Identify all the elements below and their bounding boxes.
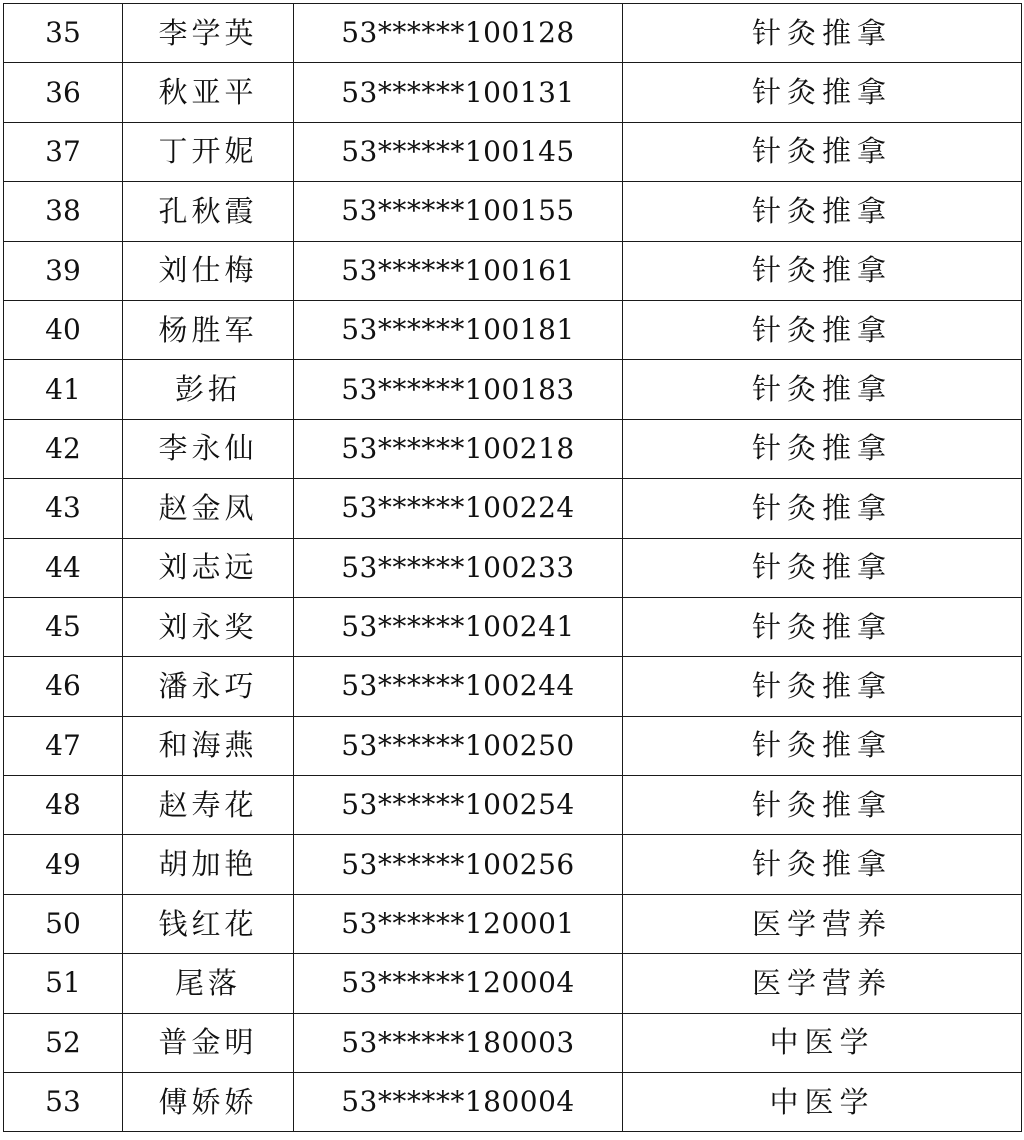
row-number: 46 xyxy=(4,657,123,716)
table-row xyxy=(4,419,1022,478)
major-name: 中医学 xyxy=(623,1073,1022,1132)
table-row xyxy=(4,182,1022,241)
major-name: 中医学 xyxy=(623,1013,1022,1072)
major-name: 针灸推拿 xyxy=(623,4,1022,63)
major-name: 针灸推拿 xyxy=(623,538,1022,597)
row-number: 38 xyxy=(4,182,123,241)
person-name: 胡加艳 xyxy=(123,835,294,894)
major-name: 针灸推拿 xyxy=(623,182,1022,241)
person-name: 傅娇娇 xyxy=(123,1073,294,1132)
major-name: 针灸推拿 xyxy=(623,479,1022,538)
id-number: 53******100233 xyxy=(294,538,623,597)
id-number: 53******100256 xyxy=(294,835,623,894)
person-name: 潘永巧 xyxy=(123,657,294,716)
row-number: 50 xyxy=(4,894,123,953)
row-number: 35 xyxy=(4,4,123,63)
table-row xyxy=(4,597,1022,656)
row-number: 49 xyxy=(4,835,123,894)
table-row xyxy=(4,4,1022,63)
row-number: 53 xyxy=(4,1073,123,1132)
row-number: 39 xyxy=(4,241,123,300)
table-row xyxy=(4,538,1022,597)
person-name: 尾落 xyxy=(123,954,294,1013)
id-number: 53******100244 xyxy=(294,657,623,716)
id-number: 53******120001 xyxy=(294,894,623,953)
major-name: 针灸推拿 xyxy=(623,657,1022,716)
person-name: 刘仕梅 xyxy=(123,241,294,300)
person-name: 刘永奖 xyxy=(123,597,294,656)
id-number: 53******100145 xyxy=(294,122,623,181)
row-number: 36 xyxy=(4,63,123,122)
id-number: 53******100224 xyxy=(294,479,623,538)
roster-table-body xyxy=(4,4,1022,1132)
person-name: 秋亚平 xyxy=(123,63,294,122)
id-number: 53******100181 xyxy=(294,300,623,359)
row-number: 42 xyxy=(4,419,123,478)
table-row xyxy=(4,300,1022,359)
table-row xyxy=(4,1073,1022,1132)
row-number: 45 xyxy=(4,597,123,656)
table-row xyxy=(4,122,1022,181)
id-number: 53******120004 xyxy=(294,954,623,1013)
major-name: 针灸推拿 xyxy=(623,300,1022,359)
id-number: 53******100155 xyxy=(294,182,623,241)
table-row xyxy=(4,835,1022,894)
id-number: 53******100250 xyxy=(294,716,623,775)
row-number: 37 xyxy=(4,122,123,181)
table-row xyxy=(4,479,1022,538)
person-name: 钱红花 xyxy=(123,894,294,953)
major-name: 针灸推拿 xyxy=(623,419,1022,478)
major-name: 针灸推拿 xyxy=(623,63,1022,122)
person-name: 杨胜军 xyxy=(123,300,294,359)
table-row xyxy=(4,63,1022,122)
table-row xyxy=(4,1013,1022,1072)
major-name: 针灸推拿 xyxy=(623,716,1022,775)
table-row xyxy=(4,894,1022,953)
table-row xyxy=(4,716,1022,775)
table-row xyxy=(4,954,1022,1013)
id-number: 53******100241 xyxy=(294,597,623,656)
major-name: 医学营养 xyxy=(623,954,1022,1013)
major-name: 针灸推拿 xyxy=(623,597,1022,656)
row-number: 41 xyxy=(4,360,123,419)
person-name: 彭拓 xyxy=(123,360,294,419)
person-name: 和海燕 xyxy=(123,716,294,775)
major-name: 针灸推拿 xyxy=(623,776,1022,835)
row-number: 47 xyxy=(4,716,123,775)
person-name: 孔秋霞 xyxy=(123,182,294,241)
major-name: 针灸推拿 xyxy=(623,241,1022,300)
id-number: 53******180004 xyxy=(294,1073,623,1132)
person-name: 赵金凤 xyxy=(123,479,294,538)
row-number: 43 xyxy=(4,479,123,538)
row-number: 51 xyxy=(4,954,123,1013)
id-number: 53******100161 xyxy=(294,241,623,300)
major-name: 针灸推拿 xyxy=(623,360,1022,419)
id-number: 53******100131 xyxy=(294,63,623,122)
id-number: 53******180003 xyxy=(294,1013,623,1072)
row-number: 48 xyxy=(4,776,123,835)
roster-table xyxy=(3,3,1022,1132)
id-number: 53******100183 xyxy=(294,360,623,419)
major-name: 针灸推拿 xyxy=(623,122,1022,181)
id-number: 53******100128 xyxy=(294,4,623,63)
id-number: 53******100254 xyxy=(294,776,623,835)
table-row xyxy=(4,776,1022,835)
person-name: 丁开妮 xyxy=(123,122,294,181)
row-number: 40 xyxy=(4,300,123,359)
table-row xyxy=(4,657,1022,716)
table-row xyxy=(4,241,1022,300)
major-name: 针灸推拿 xyxy=(623,835,1022,894)
major-name: 医学营养 xyxy=(623,894,1022,953)
person-name: 李永仙 xyxy=(123,419,294,478)
table-row xyxy=(4,360,1022,419)
person-name: 赵寿花 xyxy=(123,776,294,835)
person-name: 刘志远 xyxy=(123,538,294,597)
row-number: 44 xyxy=(4,538,123,597)
row-number: 52 xyxy=(4,1013,123,1072)
person-name: 李学英 xyxy=(123,4,294,63)
person-name: 普金明 xyxy=(123,1013,294,1072)
id-number: 53******100218 xyxy=(294,419,623,478)
